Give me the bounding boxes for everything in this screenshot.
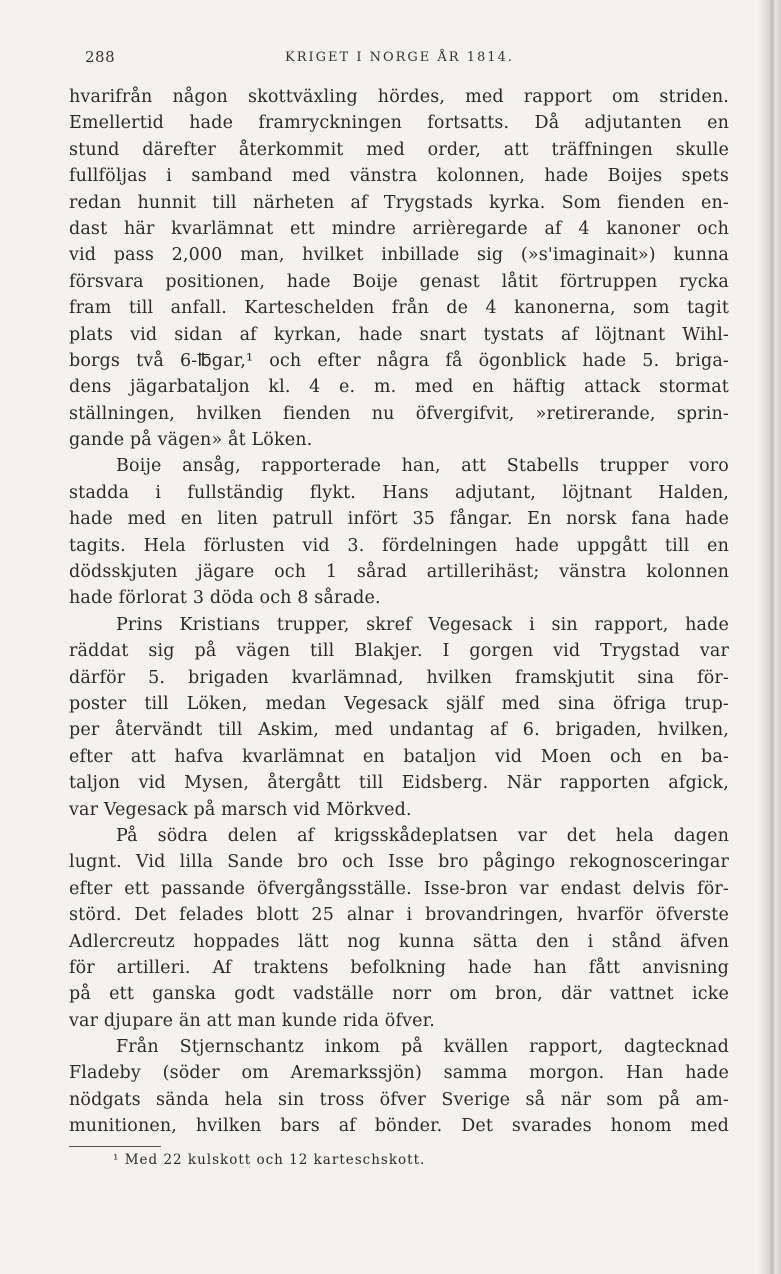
text-line: borgs två 6-℔gar,¹ och efter några få ögonblick hade 5. briga- bbox=[69, 350, 729, 371]
text-line: fram till anfall. Karteschelden från de 4 kanonerna, som tagit bbox=[69, 298, 729, 319]
text-line: per återvändt till Askim, med undantag af 6. brigaden, hvilken, bbox=[69, 720, 729, 741]
text-line: vid pass 2,000 man, hvilket inbillade sig (»s'imaginait») kunna bbox=[69, 245, 729, 266]
text-line: hvarifrån någon skottväxling hördes, med rapport om striden. bbox=[69, 87, 729, 107]
body-text bbox=[69, 84, 729, 1140]
text-line: munitionen, hvilken bars af bönder. Det svarades honom med bbox=[69, 1116, 729, 1137]
text-line: plats vid sidan af kyrkan, hade snart tystats af löjtnant Wihl- bbox=[69, 324, 729, 345]
text-line: gande på vägen» åt Löken. bbox=[69, 430, 313, 451]
text-line: hade förlorat 3 döda och 8 sårade. bbox=[69, 588, 381, 609]
text-line: störd. Det felades blott 25 alnar i brovandringen, hvarför öfverste bbox=[69, 905, 729, 926]
text-line: dast här kvarlämnat ett mindre arrièregarde af 4 kanoner och bbox=[69, 218, 729, 239]
text-line: hade med en liten patrull infört 35 fångar. En norsk fana hade bbox=[69, 509, 729, 530]
page-number: 288 bbox=[85, 48, 116, 66]
text-line: Prins Kristians trupper, skref Vegesack i sin rapport, hade bbox=[116, 614, 729, 635]
text-line: efter ett passande öfvergångsställe. Isse-bron var endast delvis för- bbox=[69, 878, 729, 899]
text-line: På södra delen af krigsskådeplatsen var det hela dagen bbox=[116, 825, 729, 846]
text-line: taljon vid Mysen, återgått till Eidsberg. När rapporten afgick, bbox=[69, 773, 729, 794]
text-line: poster till Löken, medan Vegesack själf med sina öfriga trup- bbox=[69, 693, 729, 714]
text-line: redan hunnit till närheten af Trygstads kyrka. Som fienden en- bbox=[69, 192, 729, 213]
text-line: på ett ganska godt vadställe norr om bron, där vattnet icke bbox=[69, 984, 729, 1005]
text-line: räddat sig på vägen till Blakjer. I gorgen vid Trygstad var bbox=[69, 641, 729, 662]
text-line: var Vegesack på marsch vid Mörkved. bbox=[69, 799, 412, 820]
text-line: Boije ansåg, rapporterade han, att Stabells trupper voro bbox=[116, 456, 729, 477]
text-line: Adlercreutz hoppades lätt nog kunna sätta den i stånd äfven bbox=[69, 931, 729, 952]
page-header bbox=[85, 46, 735, 70]
text-line: Från Stjernschantz inkom på kvällen rapport, dagtecknad bbox=[116, 1037, 729, 1058]
text-line: dens jägarbataljon kl. 4 e. m. med en häftig attack stormat bbox=[69, 377, 729, 398]
text-line: försvara positionen, hade Boije genast låtit förtruppen rycka bbox=[69, 271, 729, 292]
text-line: för artilleri. Af traktens befolkning hade han fått anvisning bbox=[69, 957, 729, 978]
running-title: KRIGET I NORGE ÅR 1814. bbox=[285, 50, 514, 65]
page-edge bbox=[759, 0, 781, 1274]
text-line: stadda i fullständig flykt. Hans adjutant, löjtnant Halden, bbox=[69, 482, 729, 503]
text-line: var djupare än att man kunde rida öfver. bbox=[69, 1010, 435, 1031]
text-line: Emellertid hade framryckningen fortsatts. Då adjutanten en bbox=[69, 113, 729, 134]
footnote: ¹ Med 22 kulskott och 12 karteschskott. bbox=[113, 1152, 426, 1168]
text-line: nödgats sända hela sin tross öfver Sverige så när som på am- bbox=[69, 1089, 729, 1110]
footnote-divider bbox=[69, 1146, 161, 1147]
text-line: ställningen, hvilken fienden nu öfvergifvit, »retirerande, sprin- bbox=[69, 403, 729, 424]
text-line: Fladeby (söder om Aremarkssjön) samma morgon. Han hade bbox=[69, 1063, 729, 1084]
text-line: stund därefter återkommit med order, att träffningen skulle bbox=[69, 139, 729, 160]
text-line: därför 5. brigaden kvarlämnad, hvilken framskjutit sina för- bbox=[69, 667, 729, 688]
text-line: efter att hafva kvarlämnat en bataljon vid Moen och en ba- bbox=[69, 746, 729, 767]
text-line: lugnt. Vid lilla Sande bro och Isse bro pågingo rekognosceringar bbox=[69, 852, 729, 873]
text-line: fullföljas i samband med vänstra kolonnen, hade Boijes spets bbox=[69, 166, 729, 187]
text-line: dödsskjuten jägare och 1 sårad artillerihäst; vänstra kolonnen bbox=[69, 562, 729, 583]
text-line: tagits. Hela förlusten vid 3. fördelningen hade uppgått till en bbox=[69, 535, 729, 556]
